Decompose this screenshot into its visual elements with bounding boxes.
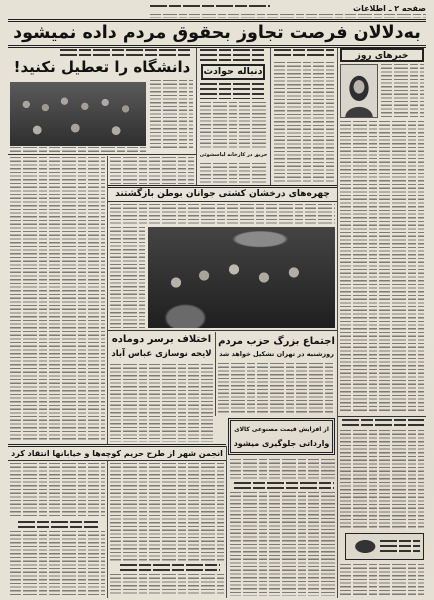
fire-text [200,163,266,184]
bottom-text [230,492,335,596]
bottom-subheading [18,521,98,528]
incidents-title: دنباله حوادث [201,64,265,80]
section-rule [8,460,226,461]
prices-title-line1: از افزایش قیمت مصنوعی کالای [234,426,329,433]
column-rule [270,48,271,186]
wrestling-text [110,204,335,224]
bottom-text [10,531,105,596]
photo-caption [10,147,146,152]
column-rule [215,332,216,416]
section-rule [338,416,426,417]
header-small-line [150,5,270,10]
prices-headline-box [228,418,335,455]
university-text [150,80,193,150]
party-subtitle: روزشنبه در تهران تشکیل خواهد شد [219,350,334,358]
main-headline: به‌دلالان فرصت تجاوز بحقوق مردم داده نمیشود [13,23,421,43]
wrestlers-photo [148,227,335,328]
classroom-photo [10,82,146,146]
wrestling-text [110,227,145,328]
party-text [218,363,335,415]
section-rule [108,330,337,331]
advertisement-text [380,540,420,554]
column-text [274,62,334,183]
page-label: صفحه ۲ ـ اطلاعات [353,4,426,13]
right-column-text [340,564,424,596]
council-title: انجمن شهر از طرح حریم کوچه‌ها و خیابانها انتقاد کرد [11,449,223,458]
column-rule [196,48,197,186]
council-text [110,463,224,561]
column-rule [107,156,108,445]
section-rule [8,154,196,155]
daily-news-title: خبرهای روز [340,48,424,62]
column-rule [107,461,108,598]
incidents-subheading [200,83,266,99]
bottom-text [110,574,224,596]
prices-text [230,459,335,479]
bottom-subheading [120,564,220,571]
left-column-text [10,157,105,442]
abbasabad-text [110,364,213,442]
column-subheading [200,49,266,61]
daily-news-text [340,121,424,413]
column-subheading [274,49,334,59]
advertisement-box [345,533,424,560]
party-title: اجتماع بزرگ حزب مردم [218,336,335,347]
column-rule [226,446,227,598]
right-column-subheading [342,419,424,427]
section-rule [108,201,337,202]
council-text [10,463,105,517]
bottom-subheading [234,482,334,489]
university-text [110,157,194,184]
date-line [150,14,426,18]
incidents-text [200,102,266,148]
prices-title-line2: وارداتی جلوگیری میشود [233,439,330,448]
column-rule [337,48,338,598]
abbasabad-title-line1: اختلاف برسر دوماده [111,334,212,345]
fire-title: حریق در کارخانه لباسشوئی [199,152,268,158]
portrait-photo [340,64,378,118]
wrestling-title: چهره‌های درخشان کشتی جوانان بوطن بازگشتند [115,189,330,199]
daily-news-text [381,64,424,118]
university-title: دانشگاه را تعطیل نکنید! [13,58,191,76]
university-kicker [60,49,192,57]
right-column-text [340,430,424,530]
abbasabad-title-line2: لایحه نوسازی عباس آباد [111,349,212,359]
